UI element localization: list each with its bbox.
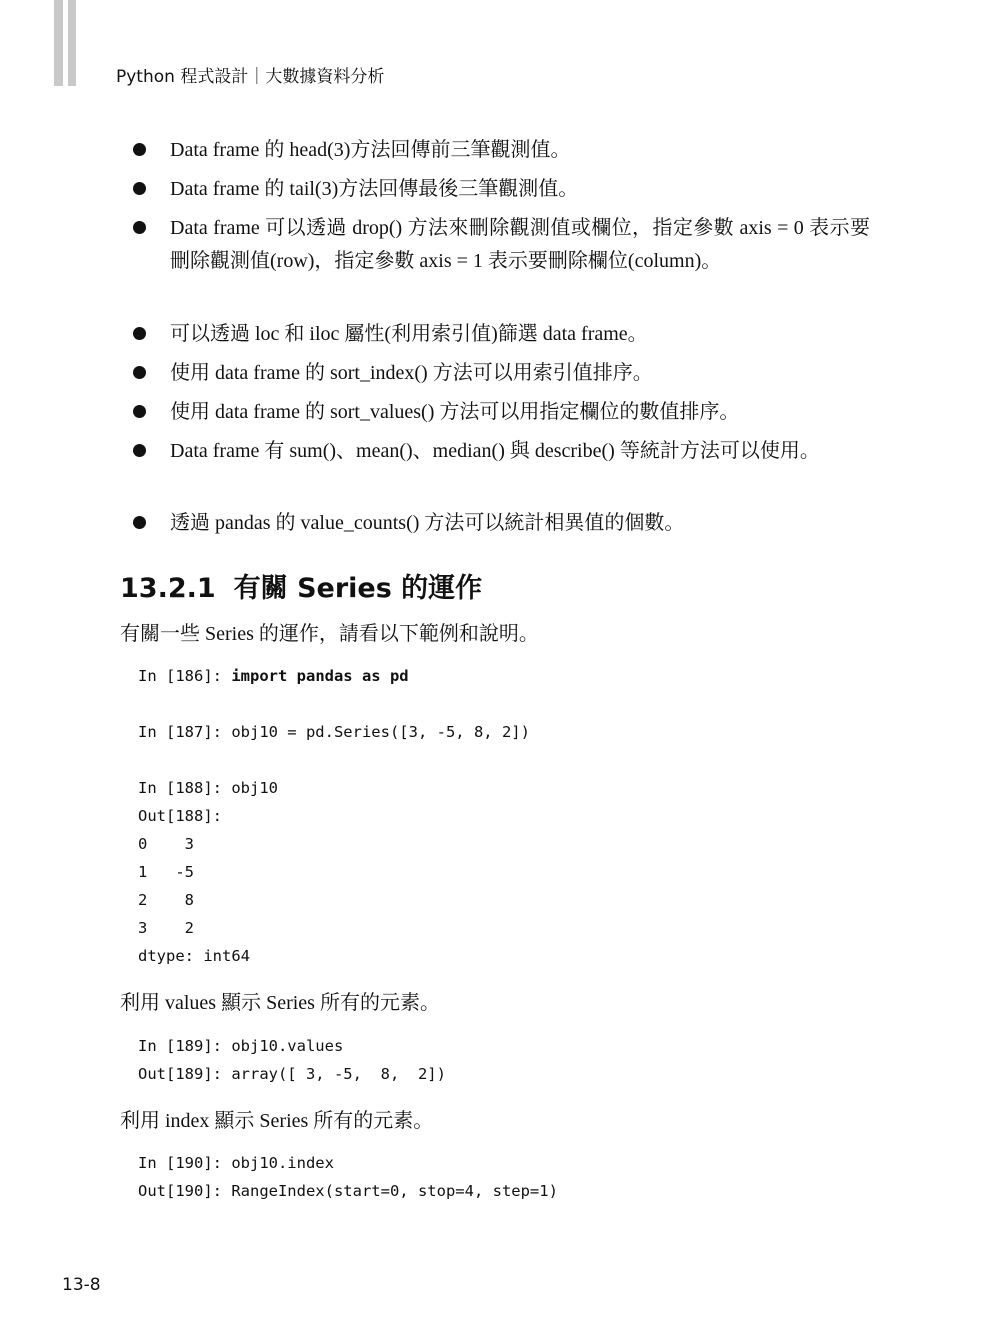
code-line: dtype: int64: [138, 947, 250, 965]
bullet-item: [170, 212, 870, 278]
code-line: In [188]: obj10: [138, 779, 278, 797]
bullet-text: 可以透過 loc 和 iloc 屬性(利用索引值)篩選 data frame。: [170, 323, 648, 345]
bullet-item: [170, 357, 870, 390]
bullet-item: [170, 134, 870, 167]
bullet-dot-icon: [133, 366, 146, 379]
bullet-dot-icon: [133, 516, 146, 529]
bullet-dot-icon: [133, 143, 146, 156]
bullet-item: [170, 173, 870, 206]
code-block-3: [138, 1149, 558, 1205]
bullet-text: 透過 pandas 的 value_counts() 方法可以統計相異值的個數。: [170, 512, 685, 534]
code-block-1: [138, 662, 530, 970]
code-line: In [186]: import pandas as pd: [138, 667, 409, 685]
running-head: Python 程式設計｜大數據資料分析: [116, 67, 385, 87]
values-paragraph: 利用 values 顯示 Series 所有的元素。: [120, 992, 440, 1014]
bullet-text: 使用 data frame 的 sort_values() 方法可以用指定欄位的數值排序。: [170, 401, 740, 423]
bullet-item: [170, 507, 870, 540]
code-line: [138, 746, 530, 774]
bullet-text: Data frame 的 head(3)方法回傳前三筆觀測值。: [170, 139, 571, 161]
bullet-text: Data frame 有 sum()、mean()、median() 與 describe() 等統計方法可以使用。: [170, 440, 820, 462]
bullet-dot-icon: [133, 221, 146, 234]
code-command: import pandas as pd: [231, 667, 409, 685]
code-line: 3 2: [138, 919, 194, 937]
bullet-dot-icon: [133, 182, 146, 195]
code-line: In [190]: obj10.index: [138, 1154, 334, 1172]
section-heading: [120, 566, 482, 605]
bullet-item: [170, 396, 870, 429]
index-paragraph: 利用 index 顯示 Series 所有的元素。: [120, 1110, 434, 1132]
code-line: Out[189]: array([ 3, -5, 8, 2]): [138, 1065, 446, 1083]
bullet-item: [170, 318, 870, 351]
bullet-item: [170, 435, 870, 468]
code-line: 2 8: [138, 891, 194, 909]
bullet-text: Data frame 可以透過 drop() 方法來刪除觀測值或欄位，指定參數 axis = 0 表示要刪除觀測值(row)，指定參數 axis = 1 表示要刪除欄位(column)。: [170, 217, 870, 272]
bullet-dot-icon: [133, 444, 146, 457]
bullet-text: Data frame 的 tail(3)方法回傳最後三筆觀測值。: [170, 178, 579, 200]
code-line: In [187]: obj10 = pd.Series([3, -5, 8, 2]): [138, 723, 530, 741]
bullet-dot-icon: [133, 327, 146, 340]
code-line: 1 -5: [138, 863, 194, 881]
intro-paragraph: 有關一些 Series 的運作，請看以下範例和說明。: [120, 623, 539, 645]
code-line: Out[188]:: [138, 807, 222, 825]
code-line: Out[190]: RangeIndex(start=0, stop=4, step=1): [138, 1182, 558, 1200]
header-bar-right: [68, 0, 76, 86]
section-number: 13.2.1: [120, 573, 216, 604]
bullet-text: 使用 data frame 的 sort_index() 方法可以用索引值排序。: [170, 362, 653, 384]
bullet-dot-icon: [133, 405, 146, 418]
code-line: [138, 690, 530, 718]
code-block-2: [138, 1032, 446, 1088]
code-line: 0 3: [138, 835, 194, 853]
section-title-text: 有關 Series 的運作: [233, 573, 483, 604]
header-bar-left: [54, 0, 63, 86]
page-number: 13-8: [62, 1275, 101, 1295]
code-line: In [189]: obj10.values: [138, 1037, 344, 1055]
